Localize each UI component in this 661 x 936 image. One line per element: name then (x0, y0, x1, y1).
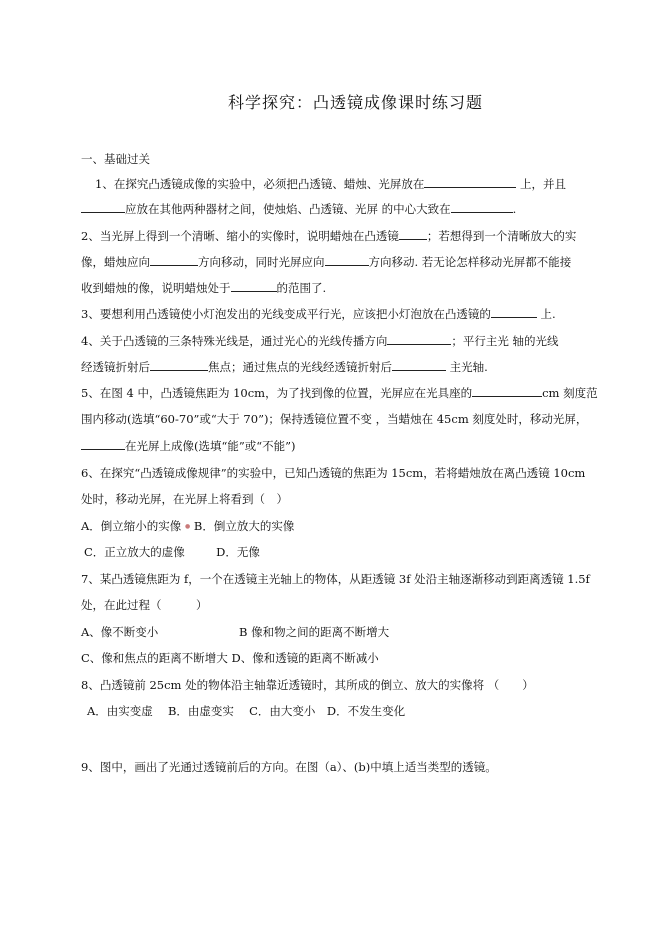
q5-blank-1[interactable] (472, 384, 542, 397)
q6-text-a: 6、在探究“凸透镜成像规律”的实验中，已知凸透镜的焦距为 15cm，若将蜡烛放在离凸透镜 10cm (81, 466, 586, 480)
q9-text-a: 9、图中，画出了光通过透镜前后的方向。在图（a）、(b)中填上适当类型的透镜。 (81, 760, 497, 774)
q3-text-a: 3、要想利用凸透镜使小灯泡发出的光线变成平行光，应该把小灯泡放在凸透镜的 (81, 307, 491, 321)
q1-text-a: 1、在探究凸透镜成像的实验中，必须把凸透镜、蜡烛、光屏放在 (95, 177, 425, 191)
q5-text-b: cm 刻度范 (542, 386, 598, 400)
q4-text-d: 焦点；通过焦点的光线经透镜折射后 (208, 360, 392, 374)
section-heading: 一、基础过关 (81, 152, 150, 166)
q4-blank-3[interactable] (392, 358, 446, 371)
question-5-line-1 (81, 384, 598, 401)
question-8-options (87, 703, 405, 719)
q2-text-d: 方向移动，同时光屏应向 (198, 255, 325, 269)
q4-text-c: 经透镜折射后 (81, 360, 150, 374)
question-3-line-1 (81, 305, 556, 322)
q4-text-a: 4、关于凸透镜的三条特殊光线是，通过光心的光线传播方向 (81, 334, 388, 348)
question-6-line-2 (81, 491, 288, 507)
question-2-line-1 (81, 227, 576, 244)
q6-option-b[interactable]: B．倒立放大的实像 (193, 519, 295, 533)
q4-text-b: ；平行主光 轴的光线 (451, 334, 559, 348)
q7-option-b[interactable]: B 像和物之间的距离不断增大 (239, 625, 390, 639)
q7-option-a[interactable]: A、像不断变小 (81, 625, 159, 639)
question-2-line-3 (81, 279, 326, 296)
q5-text-a: 5、在图 4 中，凸透镜焦距为 10cm，为了找到像的位置，光屏应在光具座的 (81, 386, 473, 400)
q5-text-d: 在光屏上成像(选填“能”或“不能”) (125, 439, 296, 453)
question-1-line-2 (81, 200, 516, 217)
q2-blank-1[interactable] (399, 227, 427, 240)
q2-blank-3[interactable] (325, 253, 369, 266)
q3-blank-1[interactable] (491, 305, 537, 318)
q7-text-b: 处，在此过程（ ） (81, 598, 208, 612)
q2-blank-2[interactable] (150, 253, 198, 266)
question-6-options-row-1 (81, 518, 294, 535)
question-4-line-1 (81, 332, 558, 349)
q5-text-c: 围内移动(选填“60-70”或“大于 70”)；保持透镜位置不变 ，当蜡烛在 45cm 刻度处时，移动光屏， (81, 412, 588, 426)
question-9-line-1 (81, 759, 497, 775)
q6-option-a[interactable]: A．倒立缩小的实像 (81, 519, 182, 533)
question-7-line-1 (81, 571, 590, 587)
q7-option-c[interactable]: C、像和焦点的距离不断增大 (81, 651, 228, 665)
q4-text-e: 主光轴. (449, 360, 488, 374)
q6-option-d[interactable]: D．无像 (216, 545, 260, 559)
q1-blank-3[interactable] (451, 200, 513, 213)
q8-options-text[interactable]: A．由实变虚 B．由虚变实 C．由大变小 D．不发生变化 (87, 704, 406, 718)
q4-blank-1[interactable] (387, 332, 451, 345)
q4-blank-2[interactable] (150, 358, 208, 371)
q1-text-d: . (512, 202, 517, 216)
q2-text-b: ；若想得到一个清晰放大的实 (426, 229, 577, 243)
q6-text-b: 处时，移动光屏，在光屏上将看到（ ） (81, 492, 288, 506)
question-1-line-1 (95, 175, 566, 192)
q7-text-a: 7、某凸透镜焦距为 f，一个在透镜主光轴上的物体，从距透镜 3f 处沿主轴逐渐移动到距离透镜 1.5f (81, 572, 590, 586)
q1-blank-2[interactable] (81, 200, 125, 213)
q1-text-b: 上，并且 (519, 177, 566, 191)
q8-text-a: 8、凸透镜前 25cm 处的物体沿主轴靠近透镜时，其所成的倒立、放大的实像将 （ ） (81, 678, 534, 692)
question-7-line-2 (81, 597, 208, 613)
question-2-line-2 (81, 253, 571, 270)
question-4-line-2 (81, 358, 488, 375)
q2-text-e: 方向移动. 若无论怎样移动光屏都不能接 (368, 255, 572, 269)
q7-option-d[interactable]: D、像和透镜的距离不断减小 (231, 651, 379, 665)
q2-text-g: 的范围了. (276, 281, 327, 295)
question-7-options-row-2 (81, 650, 379, 666)
question-7-options-row-1 (81, 624, 389, 640)
page-title: 科学探究：凸透镜成像课时练习题 (228, 93, 484, 112)
q1-blank-1[interactable] (424, 175, 516, 188)
dot-mark: ● (184, 523, 191, 530)
q2-text-a: 2、当光屏上得到一个清晰、缩小的实像时，说明蜡烛在凸透镜 (81, 229, 399, 243)
q5-blank-2[interactable] (81, 437, 125, 450)
question-8-line-1 (81, 677, 534, 693)
q3-text-b: 上. (540, 307, 556, 321)
q1-text-c: 应放在其他两种器材之间，使烛焰、凸透镜、光屏 的中心大致在 (125, 202, 451, 216)
q6-option-c[interactable]: C．正立放大的虚像 (84, 545, 185, 559)
q2-text-f: 收到蜡烛的像，说明蜡烛处于 (81, 281, 231, 295)
question-5-line-3 (81, 437, 296, 454)
q2-blank-4[interactable] (231, 279, 277, 292)
question-5-line-2 (81, 411, 587, 427)
question-6-options-row-2 (84, 544, 260, 560)
q2-text-c: 像，蜡烛应向 (81, 255, 150, 269)
question-6-line-1 (81, 465, 585, 481)
